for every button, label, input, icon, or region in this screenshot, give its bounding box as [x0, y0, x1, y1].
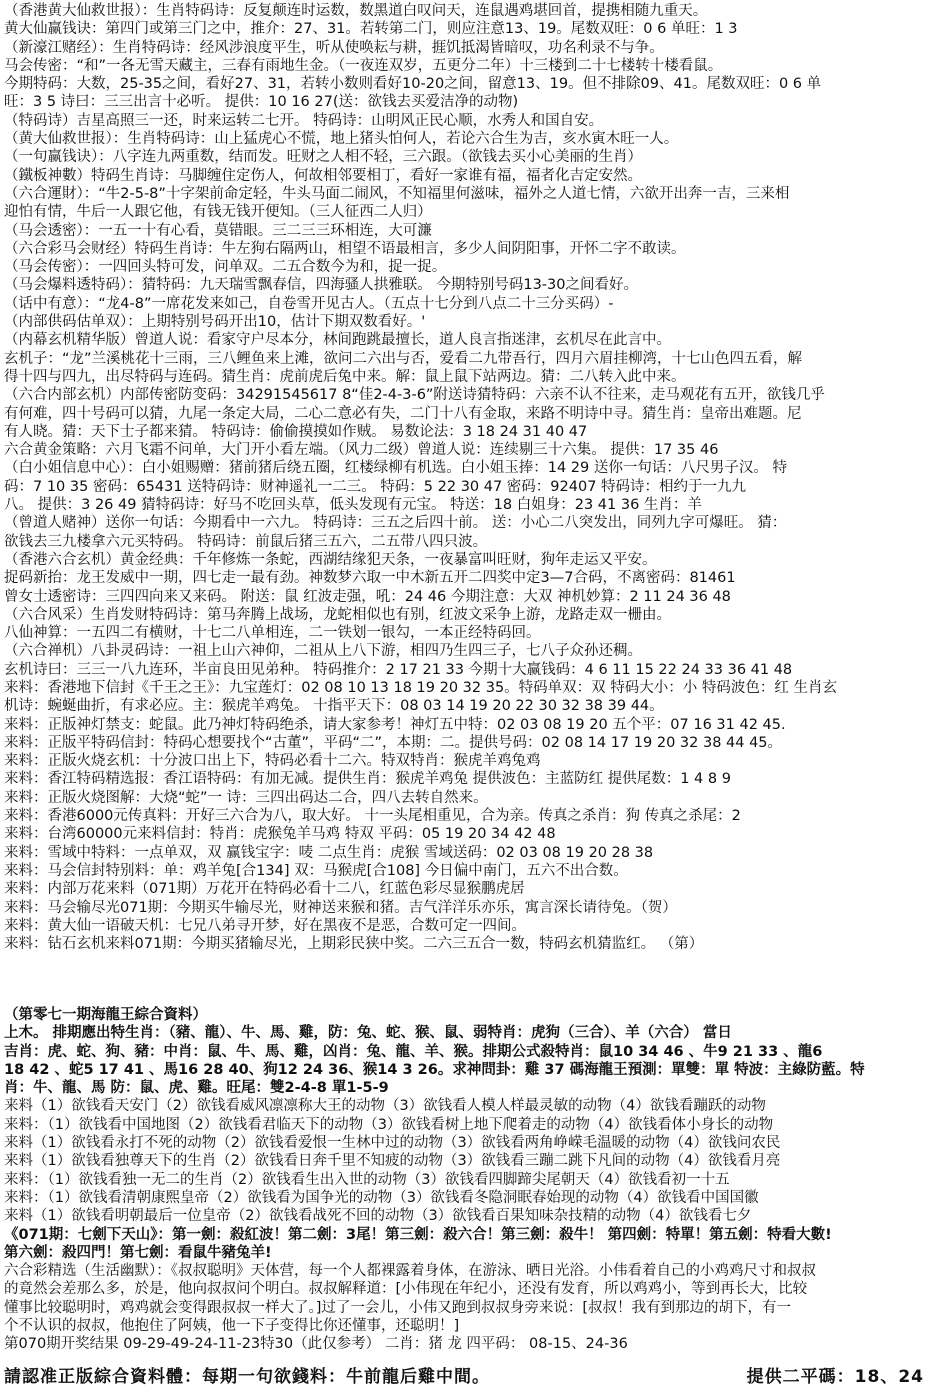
header-lines-line: （马会透密）：一五一十有心看，莫错眼。三二三三环相连，大可濂: [4, 222, 432, 239]
header-lines-line: （特码诗）吉星高照三一还，时来运转二七开。 特码诗：山明风正民心顺，水秀人和国自安。: [4, 112, 604, 129]
header-text-block: [4, 2, 930, 953]
footer-bar: [4, 1362, 930, 1386]
header-lines-line: 来料：台湾60000元来料信封：特肖：虎猴兔羊马鸡 特双 平码：05 19 20 34 42 48: [4, 826, 556, 843]
riddle-lines-line: 来料：（1）欲钱看清朝康熙皇帝（2）欲钱看为国争光的动物（3）欲钱看冬隐洞眠春始现的动物（4）欲钱看中国国徽: [4, 1189, 759, 1206]
header-lines-line: 来料：钻石玄机来料071期：今期买猪输尽光，上期彩民狭中奖。二六三五合一数，特码玄机猜监红。 （第）: [4, 936, 704, 953]
footer-pair-codes: 提供二平碼：18、24: [746, 1367, 924, 1386]
draw-result-line: 第070期开奖结果 09-29-49-24-11-23特30（此仅参考） 二肖：猪 龙 四平码： 08-15、24-36: [4, 1336, 628, 1353]
header-lines-line: （曾道人赌神）送你一句话：今期看中一六九。 特码诗：三五之后四十前。 送：小心二八突发出，同列九字可爆旺。 猜：: [4, 515, 787, 532]
header-lines-line: 玄机子：“龙”兰溪桃花十三雨，三八鲤鱼来上滩，欲问二六出与否，爱看二九带吾行，四月六眉挂柳湾，十七山色四五看，解: [4, 350, 803, 367]
header-lines-line: （六合運財）：“牛2-5-8”十字架前命定轻，牛头马面二闹风，不知福里何滋味，福外之人道七情，六欲开出奔一吉，三来相: [4, 185, 790, 202]
header-lines-line: （六合彩马会财经）特码生肖诗：牛左狗右隔两山，相望不语最相言，多少人间阴阳事，开怀二字不敢读。: [4, 240, 686, 257]
header-lines-line: 来料：马会信封特别料：单：鸡羊兔[合134] 双：马猴虎[合108] 今日偏中南门，五六不出合数。: [4, 862, 628, 879]
header-lines-line: 曾女士透密诗：三四四向来又来码。 附送：鼠 红波走强，吼：24 46 今期注意：大双 神机妙算：2 11 24 36 48: [4, 588, 731, 605]
header-lines-line: （六合风采）生肖发财特码诗：第马奔腾上战场，龙蛇相似也有别，红波文采争上游，龙路走双一栅由。: [4, 606, 671, 623]
header-lines-line: （香港六合玄机）黄金经典：千年修炼一条蛇，西湖结缘犯天条，一夜暴富叫旺财，狗年走运又平安。: [4, 551, 657, 568]
header-lines-line: 有何难，四十号码可以猜，九尾一条定大局，二心二意必有失，二门十八有金取，来路不明诗中寻。猜生肖：皇帝出难题。尼: [4, 405, 802, 422]
section-lines-line: 吉肖：虎、蛇、狗、豬：中肖：鼠、牛、馬、雞，凶肖：兔、龍、羊、猴。排期公式殺特肖：鼠10 34 46 、牛9 21 33 、龍6: [4, 1043, 823, 1060]
header-lines-line: 马会传密：“和”一各无雪天藏主，三春有雨地生金。（一夜连双岁，五更分二年）十三楼到二十七楼转十楼看鼠。: [4, 57, 723, 74]
header-lines-line: 六合黄金策略：六月飞霜不问单，大门开小看左端。（风力二级）曾道人说：连续剔三十六集。 提供：17 35 46: [4, 442, 719, 459]
header-lines-line: 来料：香港6000元传真料：开好三六合为八，取大好。 十一头尾相重见，合为亲。传真之杀肖：狗 传真之杀尾：2: [4, 808, 741, 825]
story-lines-line: 懂事比较聪明时，鸡鸡就会变得跟叔叔一样大了。]过了一会儿，小伟又跑到叔叔身旁来说：[叔叔！我有到那边的胡下，有一: [4, 1299, 792, 1316]
header-lines-line: （黄大仙救世报）：生肖特码诗：山上猛虎心不慌，地上猪头怕何人，若论六合生为吉，亥水寅木旺一人。: [4, 131, 679, 148]
header-lines-line: （马会传密）：一四回头特可发，问单双。二五合数今为和，捉一捉。: [4, 259, 447, 276]
story-lines-line: 的竟然会差那么多，於是，他向叔叔问个明白。叔叔解释道：[小伟现在年纪小，还没有发育，所以鸡鸡小，等到再长大，比较: [4, 1281, 808, 1298]
header-lines-line: 有人晓。猜：天下士子都来猜。 特码诗：偷偷摸摸如作贼。 易数论法：3 18 24 31 40 47: [4, 423, 588, 440]
riddle-lines-line: 来料（1）欲钱看永打不死的动物（2）欲钱看爱恨一生林中过的动物（3）欲钱看两角峥嵘毛温暖的动物（4）欲钱问农民: [4, 1135, 781, 1152]
header-lines-line: （六合禅机）八卦灵码诗：一祖上山六神仰，二祖从上八下游，相四乃生四三子，七八子众孙还稠。: [4, 643, 642, 660]
header-lines-line: （白小姐信息中心）：白小姐赐赠：猪前猪后绕五圈，红楼绿柳有机选。白小姐玉捧：14 29 送你一句话：八尺男子汉。 特: [4, 460, 787, 477]
riddle-lines-line: 来料（1）欲钱看明朝最后一位皇帝（2）欲钱看战死不回的动物（3）欲钱看百果知味杂技精的动物（4）欲钱看七夕: [4, 1208, 752, 1225]
sword-lines-line: 《071期：七劍下天山》：第一劍：殺紅波！第二劍：3尾！第三劍：殺六合！第三劍：殺牛！ 第四劍：特單！第五劍：特看大數!: [4, 1226, 832, 1243]
header-lines-line: 今期特码：大数，25-35之间，看好27、31，若转小数则看好10-20之间，留意13、19。但不排除09、41。尾数双旺：0 6 单: [4, 76, 822, 93]
header-lines-line: 捉码新抬：龙王发威中一期，四七走一最有劲。神数梦六取一中木新五开二四奖中定3—7合码，不离密码：81461: [4, 570, 736, 587]
section-lines-line: 肖：牛、龍、馬 防：鼠、虎、雞。旺尾：雙2-4-8 單1-5-9: [4, 1080, 389, 1097]
footer-slogan: 請認准正版綜合資料體：每期一句欲錢料：牛前龍后雞中間。: [4, 1367, 490, 1386]
header-lines-line: 旺：3 5 诗曰：三三出言十必听。 提供：10 16 27(送：欲钱去买爱洁净的动物): [4, 94, 519, 111]
riddle-lines-line: 来料（1）欲钱看天安门（2）欲钱看威风凛凛称大王的动物（3）欲钱看人模人样最灵敏的动物（4）欲钱看蹦跃的动物: [4, 1098, 766, 1115]
header-lines-line: （内部供码估单双）：上期特别号码开出10，估计下期双数看好。': [4, 314, 426, 331]
header-lines-line: 迎怕有情，牛后一人跟它他，有钱无钱开便知。（三人征西二人归）: [4, 204, 432, 221]
hailongwang-section: [4, 1006, 930, 1354]
header-lines-line: 来料：正版平特码信封：特码心想要找个“古董”，平码“二”，本期：二。提供号码：02 08 14 17 19 20 32 38 44 45。: [4, 734, 783, 751]
header-lines-line: （新濠江赌经）：生肖特码诗：经风涉浪度平生，听从使唤耘与耕，捱饥抵渴皆暗叹，功名利录不与争。: [4, 39, 664, 56]
riddle-lines-line: 来料：（1）欲钱看独一无二的生肖（2）欲钱看生出入世的动物（3）欲钱看四脚蹄尖尾朝天（4）欲钱看初一十五: [4, 1171, 730, 1188]
header-lines-line: 欲钱去三九楼拿六元买特码。 特码诗：前鼠后猪三五六，二五带八四只波。: [4, 533, 488, 550]
header-lines-line: 黄大仙赢钱诀：第四门或第三门之中，推介：27、31。若转第二门，则应注意13、19。尾数双旺：0 6 单旺：1 3: [4, 21, 738, 38]
header-lines-line: 来料：黄大仙一语破天机：七兄八弟寻开梦，好在黑夜不是恶，合数可定一四间。: [4, 917, 526, 934]
riddle-lines-line: 来料：（1）欲钱看中国地图（2）欲钱看君临天下的动物（3）欲钱看树上地下爬着走的动物（4）欲钱看体小身长的动物: [4, 1116, 774, 1133]
header-lines-line: 机诗：蜿蜒曲折，有求必应。主：猴虎羊鸡兔。 十指平天下：08 03 14 19 20 22 30 32 38 39 44。: [4, 698, 664, 715]
header-lines-line: （六合内部玄机）内部传密防变码：34291545617 8“佳2-4-3-6”附送诗猜特码：六亲不认不往来，走马观花有五开，欲钱几乎: [4, 387, 825, 404]
header-lines-line: 来料：正版火烧图解：大烧“蛇”一 诗：三四出码达二合，四八去转自然来。: [4, 789, 488, 806]
header-lines-line: （内幕玄机精华版）曾道人说：看家守户尽本分，林间跑跳最擅长，道人良言指迷津，玄机尽在此言中。: [4, 332, 671, 349]
header-lines-line: 得十四与四九，出尽特码与连码。猜生肖：虎前虎后兔中来。解：鼠上鼠下站两边。猜：二八转入此中来。: [4, 368, 686, 385]
header-lines-line: 来料：正版神灯禁支：蛇鼠。此乃神灯特码绝杀，请大家参考！神灯五中特：02 03 08 19 20 五个平：07 16 31 42 45.: [4, 716, 786, 733]
header-lines-line: 来料：香江特码精选报：香江语特码：有加无减。提供生肖：猴虎羊鸡兔 提供波色：主蓝防红 提供尾数：1 4 8 9: [4, 771, 731, 788]
header-lines-line: 来料：内部万花来料（071期）万花开在特码必看十二八，红蓝色彩尽显猴鹏虎居: [4, 881, 525, 898]
header-lines-line: 来料：马会输尽光071期：今期买牛输尽光，财神送来猴和猪。吉气洋洋乐亦乐，寓言深长请待兔。（贺）: [4, 899, 677, 916]
header-lines-line: 码：7 10 35 密码：65431 送特码诗：财神遥礼一二三。 特码：5 22 30 47 密码：92407 特码诗：相约于一九九: [4, 478, 747, 495]
section-lines-line: 18 42 、蛇5 17 41 、馬16 28 40、狗12 24 36、猴14 3 26。求神問卦：雞 37 碼海龍王預測：單雙：單 特波：主綠防藍。特: [4, 1061, 865, 1078]
header-lines-line: （马会爆料透特码）：猜特码：九天瑞雪飘春信，四海骚人拱雅联。 今期特别号码13-30之间看好。: [4, 277, 638, 294]
section-lines-line: 上木。 排期應出特生肖：（豬、龍）、牛、馬、雞，防：兔、蛇、猴、鼠、弱特肖：虎狗（三合）、羊（六合） 當日: [4, 1025, 732, 1042]
header-lines-line: 来料：雪域中特料：一点单双，双 赢钱宝字：唛 二点生肖：虎猴 雪域送码：02 03 08 19 20 28 38: [4, 844, 654, 861]
story-lines-line: 六合彩精选（生活幽默）：《叔叔聪明》天体营，每一个人都裸露着身体，在游泳、晒日光浴。小伟看着自己的小鸡鸡尺寸和叔叔: [4, 1263, 816, 1280]
header-lines-line: 玄机诗曰：三三一八九连环，半亩良田见弟种。 特码推介：2 17 21 33 今期十大赢钱码：4 6 11 15 22 24 33 36 41 48: [4, 661, 793, 678]
header-lines-line: 来料：香港地下信封《千王之王》：九宝莲灯：02 08 10 13 18 19 20 32 35。特码单双：双 特码大小：小 特码波色：红 生肖玄: [4, 679, 838, 696]
header-lines-line: （鐵板神數）特码生肖诗：马脚缠住定伤人，何故相邻要相丁，看好一家谁有福，福者化吉定安然。: [4, 167, 642, 184]
header-lines-line: 来料：正版火烧玄机：十分波口出上下，特码必看十二六。特双特肖：猴虎羊鸡兔鸡: [4, 753, 541, 770]
riddle-lines-line: 来料（1）欲钱看独尊天下的生肖（2）欲钱看日奔千里不知疲的动物（3）欲钱看三蹦二跳下凡间的动物（4）欲钱看月亮: [4, 1153, 781, 1170]
newspaper-page: [4, 2, 930, 1386]
header-lines-line: （香港黄大仙救世报）：生肖特码诗：反复颠连时运数，数黑道白叹问天，连鼠遇鸡堪回首，提携相随九重天。: [4, 3, 708, 19]
header-lines-line: （一句赢钱诀）：八字连九两重数，结而发。旺财之人相不轻，三六跟。（欲钱去买小心美丽的生肖）: [4, 149, 642, 166]
header-lines-line: 八。 提供：3 26 49 猜特码诗：好马不吃回头草，低头发现有元宝。 特送：18 白姐身：23 41 36 生肖：羊: [4, 497, 702, 514]
header-lines-line: 八仙神算：一五四二有横财，十七二八单相连，二一铁划一银勾，一本正经特码回。: [4, 625, 541, 642]
section-lines-line: （第零七一期海龍王綜合資料）: [4, 1007, 207, 1023]
story-lines-line: 个不认识的叔叔，他抱住了阿姨，他一下子变得比你还懂事，还聪明！]: [4, 1318, 460, 1335]
sword-lines-line: 第六劍：殺四門！第七劍：看鼠牛豬兔羊!: [4, 1244, 272, 1261]
header-lines-line: （话中有意）：“龙4-8”一席花发来如己，自卷雪开见古人。（五点十七分到八点二十三分买码）-: [4, 295, 614, 312]
